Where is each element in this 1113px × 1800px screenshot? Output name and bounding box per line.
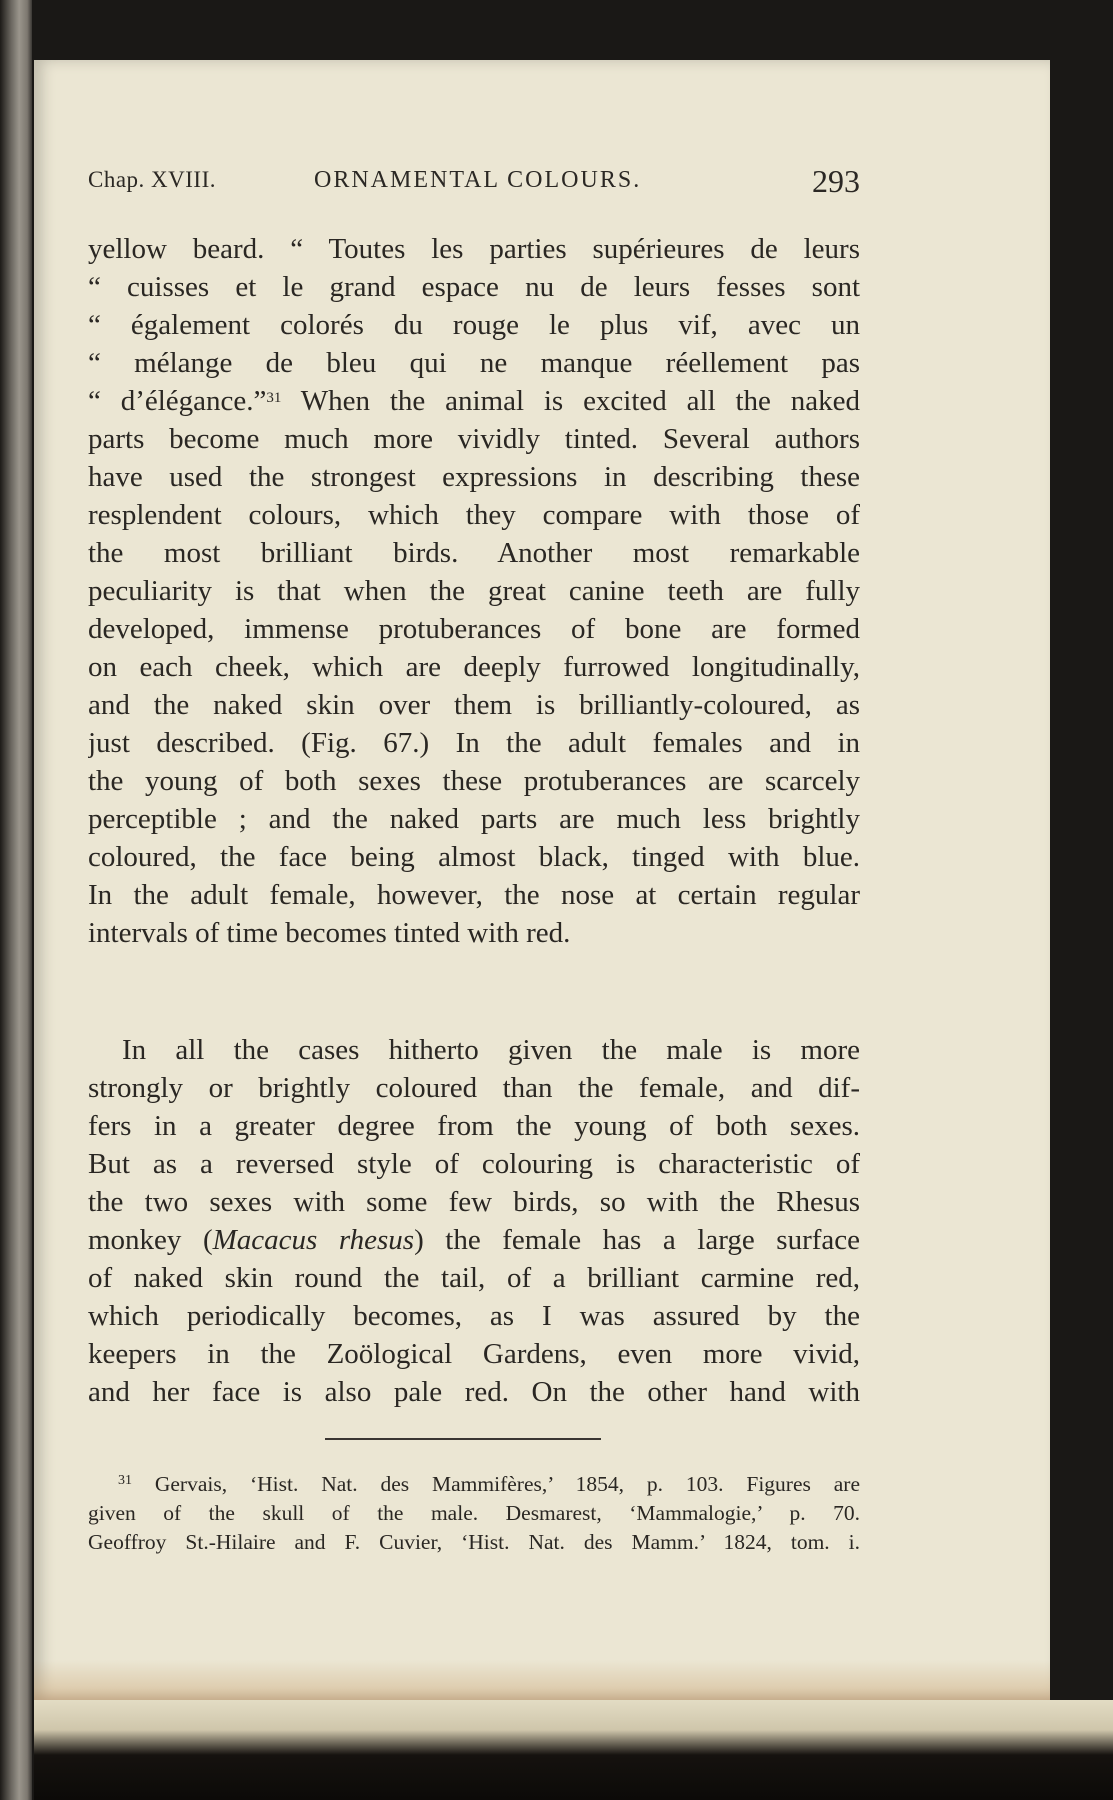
text-line: and her face is also pale red. On the other hand with: [88, 1376, 860, 1408]
text-line: intervals of time becomes tinted with red.: [88, 917, 571, 949]
text-segment: “ d’élégance.”: [88, 385, 267, 417]
text-segment: monkey (: [88, 1224, 213, 1256]
species-name: Macacus rhesus: [212, 1224, 415, 1256]
text-line: the young of both sexes these protuberances are scarcely: [88, 765, 860, 797]
text-line: [88, 382, 860, 420]
text-segment: Gervais, ‘Hist. Nat. des Mammifères,’ 1854, p. 103. Figures are: [132, 1472, 860, 1496]
text-line: keepers in the Zoölogical Gardens, even more vivid,: [88, 1338, 860, 1370]
text-line: peculiarity is that when the great canine teeth are fully: [88, 575, 860, 607]
text-line: the most brilliant birds. Another most remarkable: [88, 537, 860, 569]
text-line: and the naked skin over them is brilliantly-coloured, as: [88, 689, 860, 721]
text-line: In the adult female, however, the nose at certain regular: [88, 879, 860, 911]
text-segment: When the animal is excited all the naked: [281, 385, 860, 417]
footnote-line: given of the skull of the male. Desmarest, ‘Mammalogie,’ p. 70.: [88, 1501, 860, 1525]
text-line: fers in a greater degree from the young of both sexes.: [88, 1110, 860, 1142]
text-line: just described. (Fig. 67.) In the adult females and in: [88, 727, 860, 759]
page-number: 293: [812, 163, 860, 199]
footnote-rule: [325, 1438, 601, 1440]
text-line: which periodically becomes, as I was assured by the: [88, 1300, 860, 1332]
text-line: In all the cases hitherto given the male is more: [122, 1034, 860, 1066]
text-line: parts become much more vividly tinted. Several authors: [88, 423, 860, 455]
text-line: the two sexes with some few birds, so with the Rhesus: [88, 1186, 860, 1218]
adjacent-page-edge: [0, 0, 32, 1800]
running-title: ORNAMENTAL COLOURS.: [314, 167, 642, 193]
page-foxing: [34, 1660, 1050, 1700]
text-line: yellow beard. “ Toutes les parties supérieures de leurs: [88, 233, 860, 265]
text-line: “ également colorés du rouge le plus vif, avec un: [88, 309, 860, 341]
text-line: But as a reversed style of colouring is characteristic of: [88, 1148, 860, 1180]
chapter-label: Chap. XVIII.: [88, 167, 216, 192]
running-head: [88, 163, 860, 203]
text-line: on each cheek, which are deeply furrowed longitudinally,: [88, 651, 860, 683]
footnote-line: Geoffroy St.-Hilaire and F. Cuvier, ‘Hist. Nat. des Mamm.’ 1824, tom. i.: [88, 1530, 860, 1554]
text-line: resplendent colours, which they compare with those of: [88, 499, 860, 531]
text-line: have used the strongest expressions in describing these: [88, 461, 860, 493]
footnote-31: [88, 1470, 860, 1557]
text-line: [88, 1221, 860, 1259]
footnote-reference: 31: [266, 390, 282, 406]
text-line: strongly or brightly coloured than the female, and dif-: [88, 1072, 860, 1104]
footnote-line: [88, 1470, 860, 1499]
paragraph-1: [88, 230, 860, 952]
text-line: developed, immense protuberances of bone are formed: [88, 613, 860, 645]
page-bottom-edge: [34, 1700, 1113, 1800]
text-line: of naked skin round the tail, of a brilliant carmine red,: [88, 1262, 860, 1294]
text-line: “ mélange de bleu qui ne manque réellement pas: [88, 347, 860, 379]
text-segment: ) the female has a large surface: [414, 1224, 860, 1256]
text-line: “ cuisses et le grand espace nu de leurs fesses sont: [88, 271, 860, 303]
footnote-marker: 31: [118, 1473, 132, 1488]
text-line: perceptible ; and the naked parts are much less brightly: [88, 803, 860, 835]
text-line: coloured, the face being almost black, tinged with blue.: [88, 841, 860, 873]
paragraph-2: [88, 1031, 860, 1411]
